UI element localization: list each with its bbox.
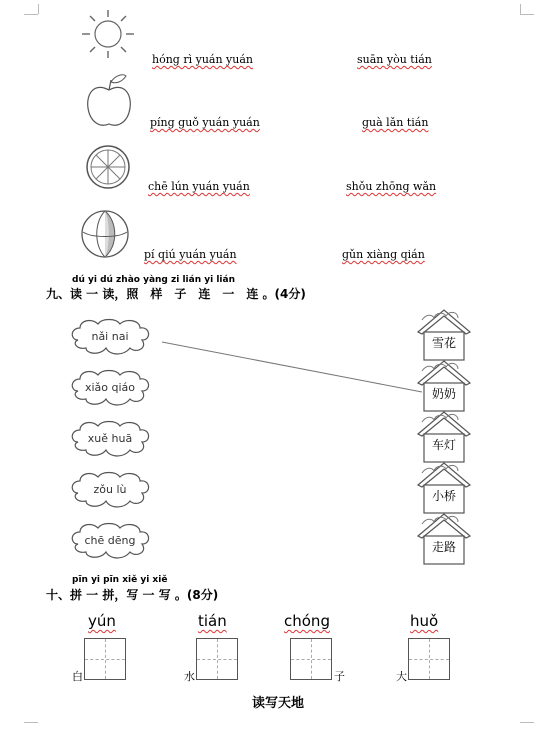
writing-grid[interactable] bbox=[196, 638, 238, 680]
house-label[interactable]: 小桥 bbox=[431, 489, 456, 503]
cloud-label[interactable]: nǎi nai bbox=[91, 330, 129, 343]
house-label[interactable]: 走路 bbox=[431, 540, 456, 554]
house-label[interactable]: 奶奶 bbox=[431, 387, 456, 401]
writing-grid[interactable] bbox=[290, 638, 332, 680]
house-label[interactable]: 雪花 bbox=[431, 336, 456, 350]
word-pinyin: yún bbox=[88, 612, 116, 630]
section-pinyin: dú yi dú zhào yàng zi lián yi lián bbox=[72, 275, 235, 285]
footer-title: 读写天地 bbox=[251, 696, 304, 711]
word-pinyin: chóng bbox=[284, 612, 330, 630]
cloud-label[interactable]: xiǎo qiáo bbox=[84, 381, 136, 394]
writing-grid[interactable] bbox=[408, 638, 450, 680]
cloud-label[interactable]: zǒu lù bbox=[93, 483, 127, 496]
word-pinyin: huǒ bbox=[410, 612, 439, 630]
pinyin-line: suān yòu tián bbox=[357, 53, 432, 66]
char-after: 子 bbox=[334, 670, 345, 683]
word-pinyin: tián bbox=[198, 612, 227, 630]
pinyin-line: pí qiú yuán yuán bbox=[144, 248, 237, 261]
section-title: 九、读 一 读，照 样 子 连 一 连 。(4分) bbox=[46, 287, 306, 301]
section-title: 十、拼 一 拼，写 一 写 。(8分) bbox=[46, 588, 219, 602]
pinyin-line: guà lǎn tián bbox=[362, 116, 429, 129]
char-before: 水 bbox=[184, 670, 195, 683]
pinyin-line: píng guǒ yuán yuán bbox=[150, 116, 260, 129]
pinyin-line: gǔn xiàng qián bbox=[342, 248, 425, 261]
cloud-label[interactable]: chē dēng bbox=[84, 534, 136, 547]
cloud-label[interactable]: xuě huā bbox=[87, 432, 133, 445]
writing-grid[interactable] bbox=[84, 638, 126, 680]
char-before: 大 bbox=[396, 670, 407, 683]
section-pinyin: pīn yi pīn xiě yi xiě bbox=[72, 575, 168, 585]
pinyin-line: hóng rì yuán yuán bbox=[152, 53, 253, 66]
house-label[interactable]: 车灯 bbox=[431, 438, 456, 452]
pinyin-line: shǒu zhōng wǎn bbox=[346, 180, 437, 193]
pinyin-line: chē lún yuán yuán bbox=[148, 180, 250, 193]
char-before: 白 bbox=[72, 670, 83, 683]
